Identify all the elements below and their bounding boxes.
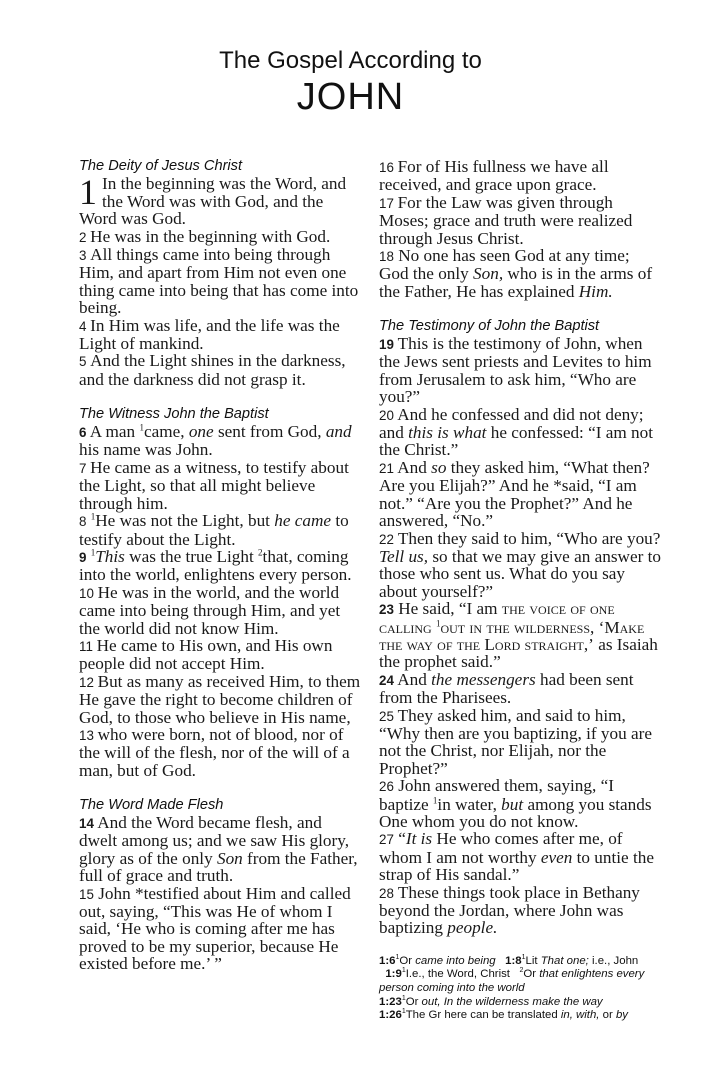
right-column	[379, 158, 661, 1023]
verse-25: 25 They asked him, and said to him, “Why then are you baptizing, if you are not the Christ, nor Elijah, nor the Prophet?”	[379, 705, 652, 778]
gospel-kicker: The Gospel According to	[219, 47, 482, 74]
verse-19: 19 This is the testimony of John, when the Jews sent priests and Levites to him from Jerusalem to ask him, “Who are you?”	[379, 334, 652, 407]
verse-text: In the beginning was the Word, and the Word was with God, and the Word was God.	[79, 174, 347, 229]
verse-text: For the Law was given through Moses; grace and truth were realized through Jesus Christ.	[379, 192, 633, 248]
verse-11: 11 He came to His own, and His own people did not accept Him.	[79, 635, 333, 674]
verse-26: 26 John answered them, saying, “I baptize $^1$in water, but among you stands One whom you do not know.	[379, 776, 652, 832]
footnote: $1:26^1The$ Gr here can be translated in, with, or by	[379, 1008, 628, 1022]
verse-3: 3 All things came into being through Him, and apart from Him not even one thing came into being that has come into being.	[79, 245, 359, 318]
verse-12: 12 But as many as received Him, to them He gave the right to become children of God, to those who believe in His name,	[79, 671, 361, 727]
footnotes	[379, 955, 661, 1023]
page-header	[0, 46, 701, 118]
verse-20: 20 And he confessed and did not deny; and this is what he confessed: “I am not the Christ.”	[379, 404, 654, 460]
verse-18: 18 No one has seen God at any time; God the only Son, who is in the arms of the Father, He has explained Him.	[379, 246, 653, 301]
section-heading: The Deity of Jesus Christ	[79, 158, 243, 174]
book-title: JOHN	[296, 76, 405, 118]
verse-text: In Him was life, and the life was the Light of mankind.	[79, 315, 340, 354]
section-heading: The Witness John the Baptist	[79, 405, 269, 422]
verse-9: 9 $^1$This was the true Light $^2$that, coming into the world, enlightens every person.	[79, 546, 352, 585]
verse-5: 5 And the Light shines in the darkness, and the darkness did not grasp it.	[79, 351, 346, 389]
verse-4: 4 In Him was life, and the life was the Light of mankind.	[79, 315, 340, 354]
verse-27: 27 “It is He who comes after me, of whom I am not worthy even to untie the strap of His sandal.”	[379, 829, 654, 885]
left-column	[79, 158, 361, 973]
verse-22: 22 Then they said to him, “Who are you? Tell us, so that we may give an answer to those who sent us. What do you say about yourself?”	[379, 528, 661, 601]
verse-13: 13 who were born, not of blood, nor of the will of the flesh, nor of the will of a man, but of God.	[79, 724, 350, 780]
verse-text: For of His fullness we have all received, and grace upon grace.	[379, 157, 609, 195]
verse-23: 23 He said, “I am the voice of one calling $^1$out in the wilderness, ‘Make the way of the Lord straight,’ as Isaiah the prophet said.”	[379, 599, 658, 672]
verse-text: And the Light shines in the darkness, and the darkness did not grasp it.	[79, 351, 346, 389]
verse-text: But as many as received Him, to them He gave the right to become children of God, to those who believe in His name,	[79, 671, 361, 727]
verse-21: 21 And so they asked him, “What then? Are you Elijah?” And he *said, “I am not.” “Are you the Prophet?” And he answered, “No.”	[379, 457, 650, 531]
verse-text: He was in the world, and the world came into being through Him, and yet the world did not know Him.	[79, 582, 341, 638]
verse-15: 15 John *testified about Him and called out, saying, “This was He of whom I said, ‘He who is coming after me has proved to be my superior, because He existed before me.’ ”	[79, 883, 351, 974]
verse-text: They asked him, and said to him, “Why then are you baptizing, if you are not the Christ, nor Elijah, nor the Prophet?”	[379, 705, 652, 778]
verse-28: 28 These things took place in Bethany beyond the Jordan, where John was baptizing people.	[379, 882, 640, 938]
verse-24: 24 And the messengers had been sent from the Pharisees.	[379, 669, 634, 708]
verse-text: He was in the beginning with God.	[90, 226, 331, 246]
verse-text: This is the testimony of John, when the Jews sent priests and Levites to him from Jerusalem to ask him, “Who are you?”	[379, 334, 652, 407]
footnote: $1:23^1Or$ out, In the wilderness make the way	[379, 994, 603, 1008]
verse-text: He came to His own, and His own people did not accept Him.	[79, 635, 333, 674]
verse-8: 8 $^1$He was not the Light, but he came to testify about the Light.	[79, 511, 349, 549]
verse-1	[79, 172, 361, 229]
section-heading: The Testimony of John the Baptist	[379, 317, 600, 334]
verse-2: 2 He was in the beginning with God.	[79, 226, 331, 246]
verse-text: All things came into being through Him, and apart from Him not even one thing came into being that has come into being.	[79, 245, 359, 318]
verse-6: 6 A man $^1$came, one sent from God, and his name was John.	[79, 422, 352, 460]
verse-16: 16 For of His fullness we have all received, and grace upon grace.	[379, 157, 609, 195]
footnote: $1:6^1Or$ came into being $1:8^1Lit$ That one; i.e., John $1:9^1I.e$., the Word, Christ $^2$Or that enlightens every person coming into the world	[379, 954, 645, 995]
verse-7: 7 He came as a witness, to testify about the Light, so that all might believe through him.	[79, 457, 349, 513]
verse-text: He came as a witness, to testify about the Light, so that all might believe through him.	[79, 457, 349, 513]
section-heading: The Word Made Flesh	[79, 796, 224, 813]
chapter-number: 1	[79, 172, 97, 213]
verse-17: 17 For the Law was given through Moses; grace and truth were realized through Jesus Christ.	[379, 192, 633, 248]
verse-10: 10 He was in the world, and the world came into being through Him, and yet the world did not know Him.	[79, 582, 341, 638]
verse-text: who were born, not of blood, nor of the will of the flesh, nor of the will of a man, but of God.	[79, 724, 350, 780]
verse-14: 14 And the Word became flesh, and dwelt among us; and we saw His glory, glory as of the only Son from the Father, full of grace and truth.	[79, 813, 358, 886]
